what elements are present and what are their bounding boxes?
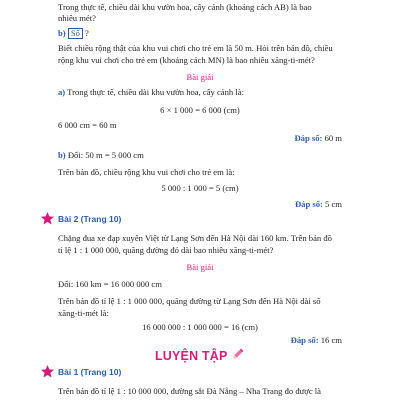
calculation: 16 000 000 : 1 000 000 = 16 (cm) (142, 322, 258, 332)
question-mark: ? (85, 28, 89, 38)
answer-box: Số (68, 28, 83, 39)
item-label: b) (58, 28, 66, 38)
calculation: 6 × 1 000 = 6 000 (cm) (160, 105, 240, 115)
section-title: LUYỆN TẬP (154, 349, 228, 363)
calculation: 5 000 : 1 000 = 5 (cm) (161, 183, 239, 193)
calculation: 6 000 cm = 60 m (58, 120, 117, 130)
paragraph-line: xăng-ti-mét là: (58, 308, 109, 318)
section-heading (0, 347, 400, 363)
item-label: b) (58, 150, 66, 160)
answer-value: 16 cm (320, 335, 342, 345)
exercise-title: Bài 1 (Trang 10) (58, 367, 122, 377)
paragraph-line: Đổi: 160 km = 16 000 000 cm (58, 279, 162, 289)
solution-heading: Bài giải (186, 262, 214, 272)
solution-text: Trong thực tế, chiều dài khu vườn hoa, cây cảnh là: (67, 87, 244, 97)
answer-line (291, 335, 342, 346)
item-label: a) (58, 87, 66, 97)
pink-star-icon (40, 364, 55, 379)
pencil-icon (231, 347, 245, 361)
pink-star-icon (40, 211, 55, 226)
paragraph-line: nhiêu mét? (58, 13, 96, 23)
solution-text: Đổi: 50 m = 5 000 cm (67, 150, 144, 160)
question-b (58, 28, 89, 39)
answer-line (295, 199, 342, 210)
paragraph-line: tỉ lệ 1 : 1 000 000, quãng đường đó dài bao nhiêu xăng-ti-mét? (58, 245, 274, 255)
paragraph-line: Trên bản đồ tỉ lệ 1 : 10 000 000, đường sắt Đà Nẵng – Nha Trang đo được là (58, 386, 321, 396)
paragraph-line: Trong thực tế, chiều dài khu vườn hoa, cây cảnh (khoảng cách AB) là bao (58, 2, 312, 12)
answer-value: 5 cm (325, 199, 342, 209)
answer-label: Đáp số: (294, 133, 323, 143)
answer-label: Đáp số: (290, 335, 319, 345)
exercise-title: Bài 2 (Trang 10) (58, 214, 122, 224)
solution-a (58, 87, 244, 98)
paragraph-line: Trên bản đồ, chiều rộng khu vui chơi cho trẻ em là: (58, 167, 235, 177)
answer-label: Đáp số: (294, 199, 323, 209)
solution-b (58, 150, 144, 161)
solution-heading: Bài giải (186, 72, 214, 82)
answer-line (294, 133, 342, 144)
paragraph-line: Trên bản đồ tỉ lệ 1 : 1 000 000, quãng đường từ Lạng Sơn đến Hà Nội dài số (58, 296, 321, 306)
paragraph-line: Chặng đua xe đạp xuyên Việt từ Lạng Sơn đến Hà Nội dài 160 km. Trên bản đồ (58, 233, 332, 243)
paragraph-line: rộng khu vui chơi cho trẻ em (khoảng cách MN) là bao nhiêu xăng-ti-mét? (58, 55, 315, 65)
answer-value: 60 m (324, 133, 342, 143)
paragraph-line: Biết chiều rộng thật của khu vui chơi cho trẻ em là 50 m. Hỏi trên bản đồ, chiều (58, 43, 333, 53)
